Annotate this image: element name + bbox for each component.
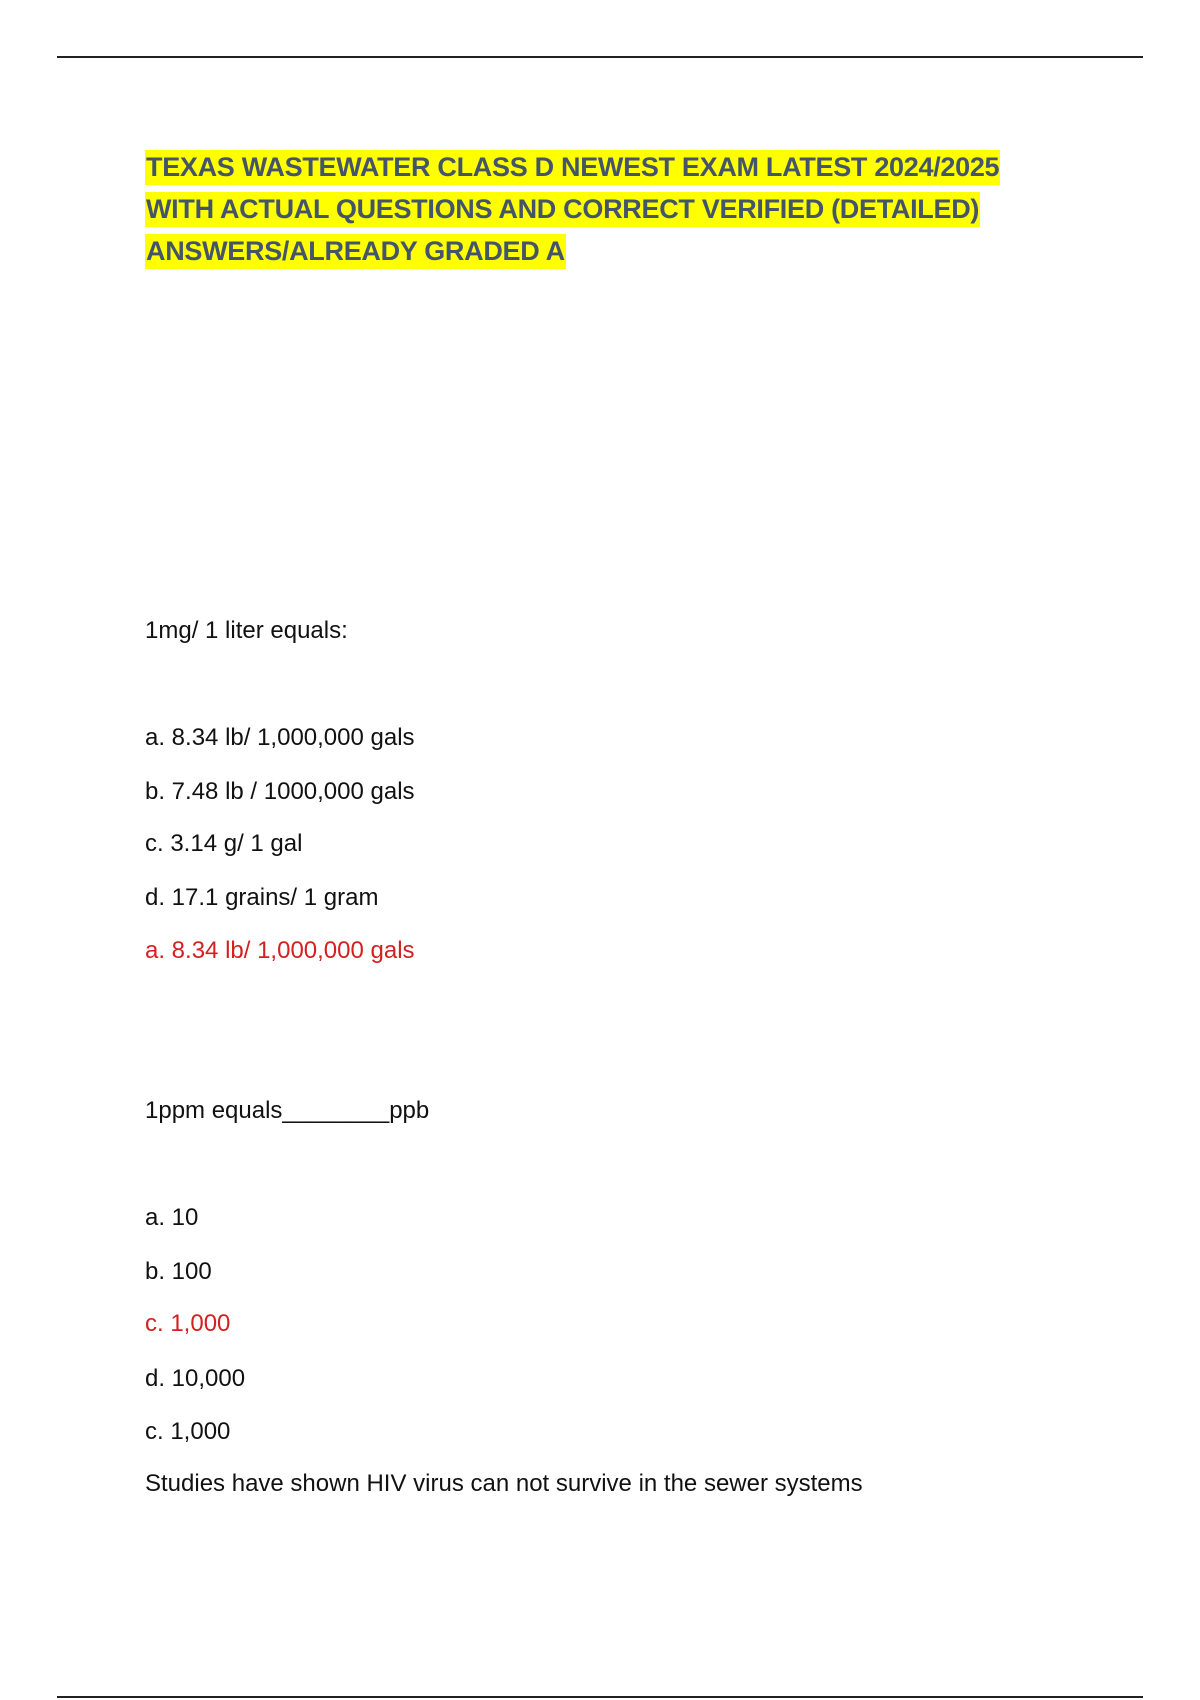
question-2-answer: c. 1,000 — [145, 1418, 231, 1445]
question-2-option-a: a. 10 — [145, 1204, 199, 1231]
title-line: ANSWERS/ALREADY GRADED A — [145, 230, 1025, 272]
question-2-prompt: 1ppm equals________ppb — [145, 1097, 430, 1124]
question-1-answer: a. 8.34 lb/ 1,000,000 gals — [145, 937, 415, 964]
question-3-prompt: Studies have shown HIV virus can not survive in the sewer systems — [145, 1470, 863, 1497]
question-1-option-c: c. 3.14 g/ 1 gal — [145, 830, 303, 857]
title-line: WITH ACTUAL QUESTIONS AND CORRECT VERIFIED (DETAILED) — [145, 188, 1025, 230]
question-2-option-c: c. 1,000 — [145, 1310, 231, 1337]
question-1-option-d: d. 17.1 grains/ 1 gram — [145, 884, 379, 911]
header-rule — [57, 56, 1143, 58]
question-1-option-b: b. 7.48 lb / 1000,000 gals — [145, 778, 415, 805]
question-1-option-a: a. 8.34 lb/ 1,000,000 gals — [145, 724, 415, 751]
question-2-option-d: d. 10,000 — [145, 1365, 246, 1392]
title-line: TEXAS WASTEWATER CLASS D NEWEST EXAM LATEST 2024/2025 — [145, 146, 1025, 188]
question-1-prompt: 1mg/ 1 liter equals: — [145, 617, 348, 644]
question-2-option-b: b. 100 — [145, 1258, 212, 1285]
footer-rule — [57, 1696, 1143, 1698]
document-title — [145, 146, 1025, 272]
